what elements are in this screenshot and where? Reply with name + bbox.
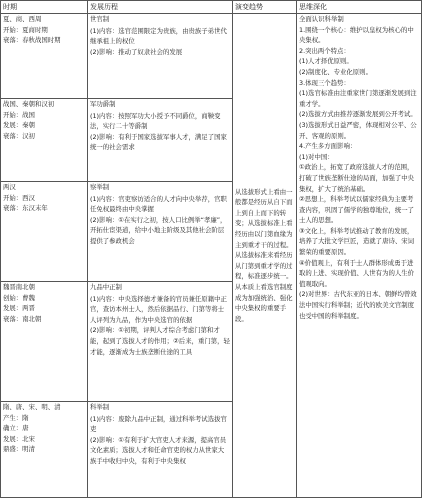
development-line: (2)影响：有利于国家选拔军事人才，满足了国家统一的社会需求 (90, 132, 227, 152)
period-line: 开始：西汉 (3, 193, 35, 202)
development-cell (88, 182, 233, 282)
period-line: 衰落：东汉末年 (3, 204, 48, 213)
thinking-line: ③文化上，科举考试推动了教育的发展，培养了大批文学巨匠，造就了唐诗、宋词繁荣的重要原因。 (299, 226, 415, 257)
system-name: 九品中正制 (90, 283, 122, 291)
header-development: 发展历程 (88, 1, 233, 14)
development-line: (2)影响：推动了奴隶社会的发展 (90, 47, 183, 56)
system-name: 世官制 (90, 15, 110, 23)
period-cell (1, 14, 88, 99)
period-line: 发展：北宋 (3, 434, 35, 443)
thinking-line: ②思想上，科举考试以儒家经典为主要考查内容，巩固了儒学的独尊地位，统一了士人的思想。 (299, 195, 415, 225)
thinking-line: 2.突出两个特点： (299, 46, 350, 55)
period-line: 战国、秦朝和汉初 (3, 100, 55, 108)
period-line: 产生：隋 (3, 413, 29, 422)
thinking-line: 全面认识科举制 (299, 15, 344, 23)
thinking-line: ④价值观上，有利于士人群体形成勇于进取的上进、实现价值、人世有为的人生价值观取向。 (299, 258, 415, 288)
period-line: 衰落：南北朝 (3, 314, 42, 323)
header-period: 时期 (1, 1, 88, 14)
thinking-line: (1)对中国： (299, 152, 334, 161)
thinking-line: 4.产生多方面影响： (299, 142, 357, 151)
thinking-line: (2)选拔方式由推荐逐渐发展到公开考试。 (299, 110, 417, 119)
thinking-line: 3.体现三个趋势： (299, 78, 350, 87)
table-row (1, 14, 422, 99)
period-line: 衰落：春秋战国时期 (3, 36, 61, 45)
period-cell (1, 99, 88, 182)
thinking-line: (2)制度化、专业化原则。 (299, 67, 372, 76)
header-trend: 演变趋势 (233, 1, 297, 14)
trend-cell (233, 14, 297, 498)
period-line: 发展：两晋 (3, 304, 35, 313)
system-name: 科举制 (90, 403, 110, 411)
thinking-line: (2)对世界：古代东亚的日本、朝鲜均曾效法中国实行科举制；近代的欧美文官制度也受中国的科举制度。 (299, 290, 417, 320)
thinking-line: (3)选拔形式日益严密，体现相对公平、公开、客观的原则。 (299, 120, 417, 140)
period-line: 魏晋南北朝 (3, 283, 35, 291)
period-line: 鼎盛：明清 (3, 445, 35, 454)
development-cell (88, 99, 233, 182)
development-line: (2)影响：①在实行之初，按人口比例举“孝廉”，开拓仕宦渠道，给中小地主阶级及其他社会阶层提供了参政机会 (90, 215, 227, 245)
development-line: (2)影响：①初期，评判人才综合考虑门第和才能，起到了选拔人才的作用；②后来，重门第，轻才能，逐渐成为士族垄断仕途的工具 (90, 326, 230, 356)
period-line: 开始：夏商时期 (3, 25, 48, 34)
thinking-line: (1)选官标准由注重家世门第逐渐发展到注重才学。 (299, 89, 417, 108)
period-line: 确立：唐 (3, 424, 29, 433)
period-line: 隋、唐、宋、明、清 (3, 403, 61, 411)
thinking-line: 1.围绕一个核心：维护以皇权为核心的中央集权。 (299, 25, 414, 45)
development-line: (1)内容：官吏察访适合的人才向中央举荐，官职任免权最终由中央掌握 (90, 194, 227, 214)
system-name: 察举制 (90, 183, 110, 191)
period-cell (1, 402, 88, 498)
period-line: 创始：曹魏 (3, 293, 35, 302)
system-name: 军功爵制 (90, 100, 116, 108)
header-row (1, 1, 422, 14)
period-line: 发展：秦朝 (3, 121, 35, 130)
period-cell (1, 282, 88, 402)
trend-text: 从选拔形式上看由一般都是经历从自下而上到自上而下的转变；从选拔标准上看经历由以门第血缘为主到重才干的过程。从选拔标准来看经历从门第到重才学的过程，标准逐步统一。从本质上看选官制度成为加强统治、强化中央集权的重要手段。 (235, 187, 293, 323)
period-cell (1, 182, 88, 282)
development-cell (88, 402, 233, 498)
development-line: (1)内容：废除九品中正制，通过科举考试选拔官吏 (90, 414, 227, 434)
development-line: (1)内容：按照军功大小授予不同爵位，商鞅变法，实行二十等爵制 (90, 111, 221, 131)
thinking-line: (1)人才择优原则。 (299, 57, 353, 66)
development-line: (1)内容：中央选择德才兼备的官员兼任原籍中正官，查访本州士人，然后依据品行、门第等将士人评列为九品，作为中央选官的依据 (90, 294, 227, 324)
thinking-cell (297, 14, 422, 498)
header-thinking: 思维深化 (297, 1, 422, 14)
development-line: (2)影响：①有利于扩大官吏人才来源，提高官员文化素质；选拔人才和任命官吏的权力从世家大族手中收归中央，有利于中央集权 (90, 435, 227, 465)
period-line: 开始：战国 (3, 110, 35, 119)
period-line: 夏、商、西周 (3, 15, 42, 23)
development-cell (88, 14, 233, 99)
period-line: 衰落：汉初 (3, 131, 35, 140)
thinking-line: ①政治上，拓宽了政府选拔人才的范围，打破了世族垄断仕途的局面，加强了中央集权，扩大了统治基础。 (299, 163, 415, 193)
development-line: (1)内容：选官范围限定为贵族，由贵族子弟世代继承祖上的权位 (90, 26, 227, 46)
period-line: 两汉 (3, 183, 16, 191)
development-cell (88, 282, 233, 402)
